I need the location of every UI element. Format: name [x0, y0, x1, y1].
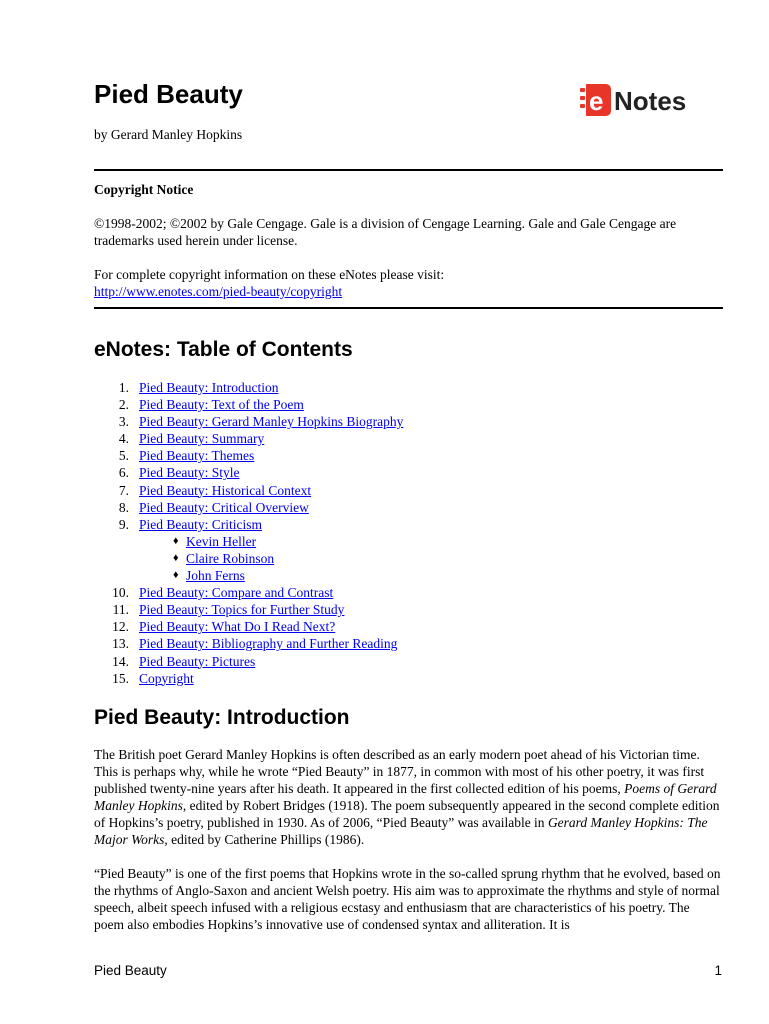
toc-link-biography[interactable]: Pied Beauty: Gerard Manley Hopkins Biography [139, 414, 404, 430]
toc-link-style[interactable]: Pied Beauty: Style [139, 465, 240, 481]
toc-subitem [94, 533, 723, 550]
toc-item [94, 653, 723, 670]
svg-text:e: e [589, 86, 604, 116]
toc-item-number: 4. [118, 431, 129, 447]
toc-item-number: 6. [118, 465, 129, 481]
introduction-heading: Pied Beauty: Introduction [94, 706, 350, 729]
introduction-paragraph-1 [94, 746, 723, 848]
toc-link-read-next[interactable]: Pied Beauty: What Do I Read Next? [139, 619, 336, 635]
toc-item-number: 11. [112, 602, 129, 618]
toc-item [94, 516, 723, 533]
toc-item-number: 14. [112, 653, 129, 669]
toc-item [94, 447, 723, 464]
toc-link-pictures[interactable]: Pied Beauty: Pictures [139, 653, 256, 669]
toc-item [94, 430, 723, 447]
enotes-logo [578, 78, 724, 120]
toc-item [94, 635, 723, 652]
copyright-heading: Copyright Notice [94, 182, 194, 197]
document-title: Pied Beauty [94, 79, 243, 109]
page-number: 1 [714, 963, 722, 978]
svg-text:Notes: Notes [614, 86, 687, 116]
toc-item-number: 1. [118, 380, 129, 395]
bottom-divider [94, 307, 723, 309]
toc-item-number: 8. [118, 499, 129, 515]
toc-link-kevin-heller[interactable]: Kevin Heller [186, 533, 257, 549]
table-of-contents [94, 379, 723, 687]
toc-link-criticism[interactable]: Pied Beauty: Criticism [139, 516, 262, 532]
toc-item [94, 499, 723, 516]
toc-item-number: 13. [112, 636, 129, 652]
introduction-body [94, 746, 723, 933]
diamond-bullet-icon: ♦ [173, 534, 179, 547]
toc-item [94, 670, 723, 687]
diamond-bullet-icon: ♦ [173, 551, 179, 564]
toc-item [94, 584, 723, 601]
toc-item [94, 413, 723, 430]
book-title: Gerard Manley Hopkins: The Major Works [94, 815, 708, 847]
toc-link-historical-context[interactable]: Pied Beauty: Historical Context [139, 482, 312, 498]
byline: by Gerard Manley Hopkins [94, 127, 243, 142]
toc-subitem [94, 567, 723, 584]
toc-item-number: 3. [118, 414, 129, 430]
intro-text: , edited by Robert Bridges (1918). The poem subsequently appeared in the second complete edition of Hopkins’s poetry, published in 1930. As of 2006, “Pied Beauty” was available in [94, 798, 720, 830]
copyright-link[interactable]: http://www.enotes.com/pied-beauty/copyright [94, 284, 343, 299]
toc-item [94, 464, 723, 481]
toc-item-number: 5. [118, 448, 129, 464]
copyright-info-text: For complete copyright information on these eNotes please visit: [94, 267, 445, 282]
toc-link-claire-robinson[interactable]: Claire Robinson [186, 550, 275, 566]
toc-item [94, 482, 723, 499]
toc-item [94, 396, 723, 413]
toc-link-topics[interactable]: Pied Beauty: Topics for Further Study [139, 602, 345, 618]
toc-item [94, 379, 723, 396]
toc-link-compare-contrast[interactable]: Pied Beauty: Compare and Contrast [139, 585, 334, 601]
toc-heading: eNotes: Table of Contents [94, 338, 353, 361]
copyright-text: ©1998-2002; ©2002 by Gale Cengage. Gale is a division of Cengage Learning. Gale and Gale Cengage are trademarks used herein under license. [94, 216, 677, 248]
toc-link-themes[interactable]: Pied Beauty: Themes [139, 448, 255, 464]
toc-item-number: 15. [112, 670, 129, 686]
toc-link-copyright[interactable]: Copyright [139, 670, 194, 686]
toc-link-critical-overview[interactable]: Pied Beauty: Critical Overview [139, 499, 309, 515]
toc-item-number: 10. [112, 585, 129, 601]
toc-link-summary[interactable]: Pied Beauty: Summary [139, 431, 265, 447]
toc-link-bibliography[interactable]: Pied Beauty: Bibliography and Further Reading [139, 636, 398, 652]
diamond-bullet-icon: ♦ [173, 569, 179, 582]
book-title: Poems of Gerard Manley Hopkins [94, 781, 717, 813]
intro-text: The British poet Gerard Manley Hopkins is often described as an early modern poet ahead of his Victorian time. This is perhaps why, while he wrote “Pied Beauty” in 1877, in common with most of his other poetry, it was first published twenty-nine years after his death. It appeared in the first collected edition of his poems, [94, 747, 705, 796]
toc-link-text-of-poem[interactable]: Pied Beauty: Text of the Poem [139, 397, 304, 413]
toc-item [94, 601, 723, 618]
toc-link-john-ferns[interactable]: John Ferns [186, 568, 245, 584]
toc-link-introduction[interactable]: Pied Beauty: Introduction [139, 380, 279, 395]
toc-item [94, 618, 723, 635]
copyright-notice [94, 181, 723, 300]
intro-text: , edited by Catherine Phillips (1986). [164, 832, 365, 847]
toc-item-number: 9. [118, 516, 129, 532]
toc-item-number: 2. [118, 397, 129, 413]
toc-item-number: 12. [112, 619, 129, 635]
toc-subitem [94, 550, 723, 567]
footer-title: Pied Beauty [94, 963, 167, 978]
toc-item-number: 7. [118, 482, 129, 498]
introduction-paragraph-2: “Pied Beauty” is one of the first poems that Hopkins wrote in the so-called sprung rhythm that he evolved, based on the rhythms of Anglo-Saxon and ancient Welsh poetry. His aim was to approximate the rhythms and style of normal speech, albeit speech infused with a religious ecstasy and enthusiasm that are characteristics of his poetry. The poem also embodies Hopkins’s innovative use of condensed syntax and alliteration. It is [94, 866, 721, 932]
top-divider [94, 169, 723, 171]
